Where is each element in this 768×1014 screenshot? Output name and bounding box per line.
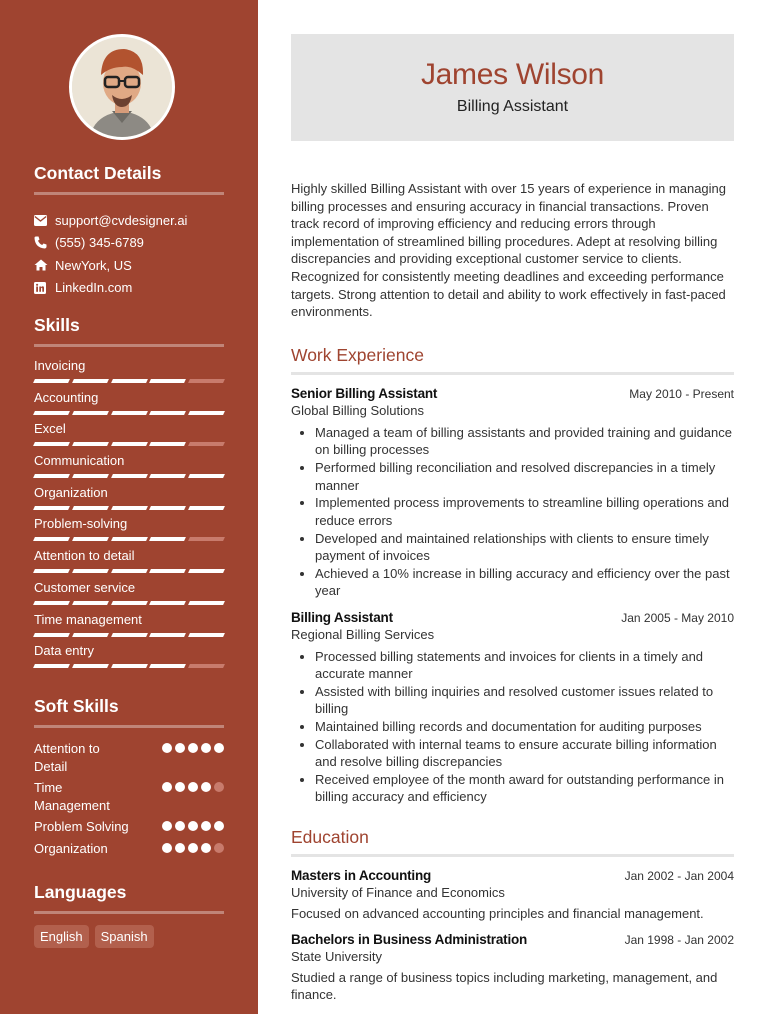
skill-item: [34, 484, 224, 516]
soft-skill-rating: [162, 743, 224, 753]
skills-section: [34, 315, 224, 674]
skill-level-segment: [33, 379, 70, 383]
rating-dot: [175, 843, 185, 853]
soft-skill-name: Organization: [34, 840, 108, 856]
skill-level-segment: [149, 537, 186, 541]
rating-dot: [214, 782, 224, 792]
skill-item: [34, 357, 224, 389]
school-name: University of Finance and Economics: [291, 885, 505, 900]
skill-name: Data entry: [34, 643, 94, 659]
skill-level-segment: [149, 506, 186, 510]
skill-list: [34, 357, 224, 674]
rating-dot: [214, 743, 224, 753]
skill-level-segment: [111, 601, 148, 605]
rating-dot: [188, 843, 198, 853]
skill-level-bar: [34, 601, 224, 605]
job-bullet: • Achieved a 10% increase in billing accuracy and efficiency over the past year: [315, 565, 734, 600]
skill-level-segment: [72, 442, 109, 446]
job-bullet: • Maintained billing records and documentation for auditing purposes: [315, 718, 734, 735]
language-chip: Spanish: [95, 925, 154, 948]
soft-skill-item: [34, 840, 224, 858]
education-description: Studied a range of business topics including marketing, management, and finance.: [291, 969, 718, 1003]
education-section: [291, 827, 734, 1004]
soft-skill-rating: [162, 782, 224, 792]
rating-dot: [201, 743, 211, 753]
skill-level-segment: [111, 411, 148, 415]
job-bullet: • Received employee of the month award for outstanding performance in billing accuracy and efficiency: [315, 771, 734, 806]
work-experience-section: [291, 345, 734, 806]
contact-linkedin[interactable]: [34, 277, 224, 300]
rating-dot: [201, 821, 211, 831]
skill-level-segment: [72, 633, 109, 637]
skill-name: Accounting: [34, 389, 99, 405]
education-entry: [291, 932, 734, 1004]
soft-skill-item: [34, 740, 224, 775]
skill-level-segment: [111, 664, 148, 668]
profile-summary: Highly skilled Billing Assistant with over 15 years of experience in managing billing processes and ensuring accuracy in financial transactions. Proven track record of improving efficiency and reducing errors through implementation of streamlined billing procedures. Adept at resolving billing discrepancies and providing exceptional customer service to clients. Recognized for consistently meeting deadlines and exceeding performance targets. Strong attention to detail and ability to work effectively in fast-paced environments.: [291, 181, 726, 320]
skill-level-segment: [111, 474, 148, 478]
skill-name: Problem-solving: [34, 516, 128, 532]
contact-phone-text: (555) 345-6789: [55, 235, 144, 251]
skill-level-segment: [149, 601, 186, 605]
rating-dot: [175, 821, 185, 831]
profile-photo-icon: [72, 37, 172, 137]
skill-level-segment: [188, 664, 225, 668]
job-company: Regional Billing Services: [291, 626, 435, 642]
skill-level-segment: [149, 442, 186, 446]
rating-dot: [214, 843, 224, 853]
rating-dot: [162, 743, 172, 753]
skill-name: Excel: [34, 421, 66, 437]
sidebar: [0, 0, 258, 1014]
job-title: Billing Assistant: [291, 609, 393, 625]
skill-level-bar: [34, 664, 224, 668]
skill-level-segment: [149, 411, 186, 415]
contact-linkedin-text: LinkedIn.com: [55, 280, 133, 296]
soft-skill-name: Time Management: [34, 780, 110, 813]
skill-level-bar: [34, 569, 224, 573]
rating-dot: [214, 821, 224, 831]
skill-level-bar: [34, 474, 224, 478]
skill-name: Communication: [34, 453, 125, 469]
contact-email[interactable]: [34, 209, 224, 232]
skill-level-bar: [34, 537, 224, 541]
rating-dot: [175, 743, 185, 753]
skill-level-segment: [188, 474, 225, 478]
contact-phone[interactable]: [34, 232, 224, 255]
skill-level-segment: [111, 379, 148, 383]
job-bullets: [291, 424, 734, 600]
skill-item: [34, 452, 224, 484]
skill-level-segment: [33, 474, 70, 478]
job-bullet: • Implemented process improvements to streamline billing operations and reduce errors: [315, 494, 734, 529]
skill-level-segment: [111, 506, 148, 510]
phone-icon: [34, 236, 55, 249]
contact-location-text: NewYork, US: [55, 257, 132, 273]
job-bullets: [291, 648, 734, 806]
rating-dot: [201, 843, 211, 853]
skills-title: Skills: [34, 315, 224, 347]
skill-level-segment: [188, 411, 225, 415]
skill-level-segment: [149, 633, 186, 637]
skill-level-segment: [72, 664, 109, 668]
job-bullet: • Developed and maintained relationships with clients to ensure timely payment of invoices: [315, 530, 734, 565]
skill-level-segment: [188, 537, 225, 541]
soft-skill-rating: [162, 821, 224, 831]
home-icon: [34, 259, 55, 271]
soft-skill-name: Attention to Detail: [34, 741, 100, 774]
education-date: Jan 1998 - Jan 2002: [624, 932, 734, 947]
skill-level-segment: [72, 506, 109, 510]
job-entry: [291, 610, 734, 806]
skill-level-bar: [34, 506, 224, 510]
skill-level-segment: [72, 411, 109, 415]
language-list: [34, 925, 224, 948]
education-entry: [291, 868, 734, 923]
soft-skills-title: Soft Skills: [34, 696, 224, 728]
rating-dot: [188, 782, 198, 792]
skill-level-segment: [33, 537, 70, 541]
education-date: Jan 2002 - Jan 2004: [624, 869, 734, 883]
rating-dot: [175, 782, 185, 792]
job-bullet: • Performed billing reconciliation and resolved discrepancies in a timely manner: [315, 459, 734, 494]
skill-level-segment: [188, 633, 225, 637]
skill-level-segment: [188, 569, 225, 573]
skill-item: [34, 642, 224, 674]
skill-level-segment: [149, 569, 186, 573]
skill-level-segment: [111, 537, 148, 541]
skill-name: Invoicing: [34, 358, 86, 373]
job-bullet: • Assisted with billing inquiries and resolved customer issues related to billing: [315, 683, 734, 718]
education-title: Education: [291, 827, 734, 857]
skill-item: [34, 389, 224, 421]
skill-name: Organization: [34, 484, 108, 500]
skill-level-segment: [111, 633, 148, 637]
skill-name: Attention to detail: [34, 548, 135, 564]
contact-title: Contact Details: [34, 163, 224, 195]
job-company: Global Billing Solutions: [291, 403, 424, 418]
skill-level-segment: [188, 601, 225, 605]
contact-section: [34, 163, 224, 299]
job-bullet: • Managed a team of billing assistants and provided training and guidance on billing processes: [315, 424, 734, 459]
skill-item: [34, 515, 224, 547]
skill-level-segment: [111, 442, 148, 446]
avatar: [69, 34, 175, 140]
skill-level-segment: [111, 569, 148, 573]
languages-section: [34, 882, 224, 948]
candidate-name: James Wilson: [420, 58, 605, 91]
skill-level-segment: [149, 474, 186, 478]
skill-item: [34, 420, 224, 452]
rating-dot: [188, 821, 198, 831]
skill-level-segment: [33, 411, 70, 415]
job-date: Jan 2005 - May 2010: [621, 610, 734, 625]
skill-level-segment: [33, 664, 70, 668]
education-description: Focused on advanced accounting principles and financial management.: [291, 906, 704, 921]
skill-level-segment: [149, 664, 186, 668]
soft-skill-name: Problem Solving: [34, 819, 129, 834]
skill-level-bar: [34, 379, 224, 383]
rating-dot: [162, 821, 172, 831]
rating-dot: [188, 743, 198, 753]
job-bullet: • Collaborated with internal teams to ensure accurate billing information and resolve billing discrepancies: [315, 736, 734, 771]
skill-level-segment: [33, 569, 70, 573]
skill-level-segment: [149, 379, 186, 383]
skill-level-bar: [34, 633, 224, 637]
work-experience-title: Work Experience: [291, 345, 734, 375]
soft-skill-rating: [162, 843, 224, 853]
skill-level-segment: [33, 633, 70, 637]
contact-location: [34, 254, 224, 277]
job-entry: [291, 386, 734, 600]
name-header: [291, 34, 734, 141]
soft-skill-item: [34, 779, 224, 814]
language-chip: English: [34, 925, 89, 948]
skill-item: [34, 547, 224, 579]
soft-skills-section: [34, 696, 224, 861]
envelope-icon: [34, 215, 55, 226]
languages-title: Languages: [34, 882, 224, 914]
skill-level-segment: [72, 569, 109, 573]
skill-level-segment: [72, 537, 109, 541]
soft-skill-list: [34, 740, 224, 857]
job-date: May 2010 - Present: [629, 387, 734, 401]
skill-level-bar: [34, 411, 224, 415]
rating-dot: [162, 843, 172, 853]
job-title: Senior Billing Assistant: [291, 386, 438, 401]
skill-level-segment: [72, 601, 109, 605]
skill-item: [34, 579, 224, 611]
skill-level-bar: [34, 442, 224, 446]
skill-level-segment: [33, 601, 70, 605]
linkedin-icon: [34, 282, 55, 294]
skill-level-segment: [72, 474, 109, 478]
skill-level-segment: [188, 506, 225, 510]
skill-name: Customer service: [34, 579, 136, 595]
skill-level-segment: [33, 506, 70, 510]
rating-dot: [201, 782, 211, 792]
degree-title: Masters in Accounting: [291, 868, 432, 883]
contact-email-text: support@cvdesigner.ai: [55, 212, 188, 228]
degree-title: Bachelors in Business Administration: [291, 931, 528, 947]
skill-level-segment: [72, 379, 109, 383]
candidate-role: Billing Assistant: [456, 98, 569, 115]
skill-level-segment: [188, 442, 225, 446]
job-bullet: • Processed billing statements and invoices for clients in a timely and accurate manner: [315, 648, 734, 683]
skill-level-segment: [188, 379, 225, 383]
skill-name: Time management: [34, 611, 142, 627]
skill-level-segment: [33, 442, 70, 446]
soft-skill-item: [34, 818, 224, 836]
rating-dot: [162, 782, 172, 792]
school-name: State University: [291, 948, 383, 964]
skill-item: [34, 611, 224, 643]
